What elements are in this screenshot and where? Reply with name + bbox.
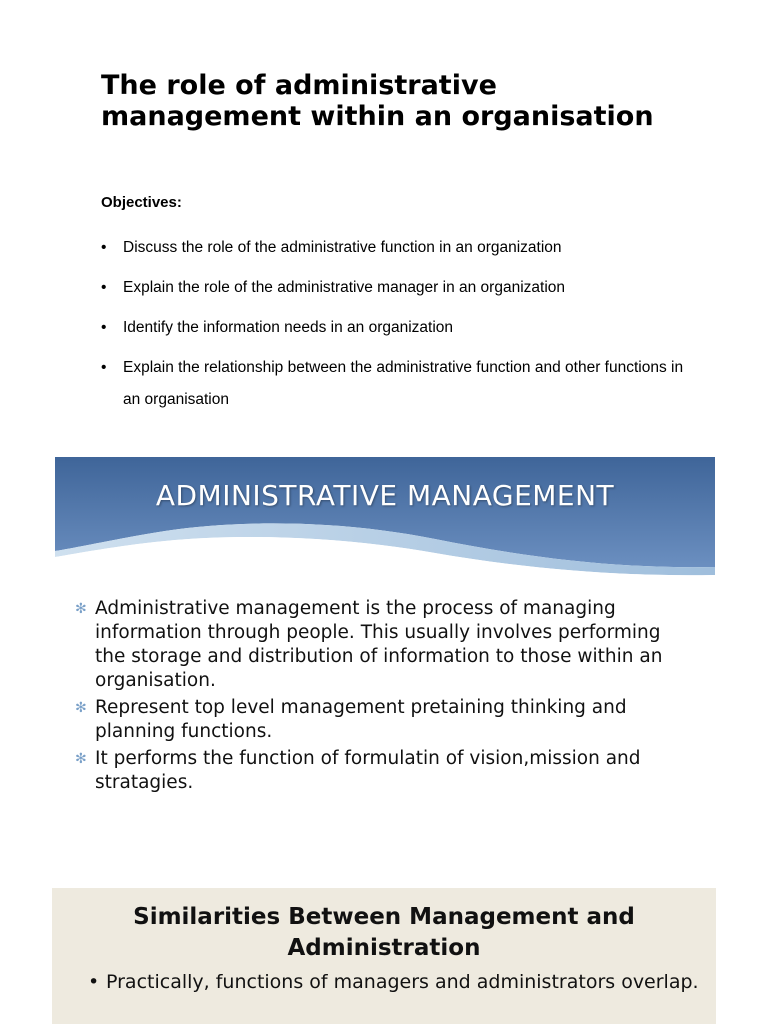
slide-bullet-item [88,970,710,994]
slide-bullet-text: Practically, functions of managers and administrators overlap. [106,971,699,993]
slide-administrative-management [55,457,715,817]
objectives-label: Objectives: [101,194,182,211]
objective-item: • Explain the relationship between the administrative function and other functions in an organisation [101,352,701,416]
slide-header-banner [55,457,715,582]
slide-bullet-item [75,597,695,693]
asterisk-bullet-icon: ✻ [75,601,87,617]
objective-item: • Discuss the role of the administrative function in an organization [101,232,701,264]
slide-bullet-text: It performs the function of formulatin of vision,mission and stratagies. [95,748,641,793]
slide-bullet-text: Represent top level management pretaining thinking and planning functions. [95,697,627,742]
bullet-dot-icon: • [88,971,100,993]
document-title: The role of administrative management within an organisation [101,70,654,132]
objectives-list [101,232,701,416]
slide-title: ADMINISTRATIVE MANAGEMENT [155,479,615,512]
slide-bullet-item [75,747,695,795]
slide-similarities [52,888,716,1024]
wave-banner-graphic [55,457,715,582]
objective-item: • Explain the role of the administrative manager in an organization [101,272,701,304]
slide-title: Similarities Between Management and Administration [133,904,635,961]
slide-bullet-list [75,597,695,798]
asterisk-bullet-icon: ✻ [75,700,87,716]
slide-bullet-item [75,696,695,744]
slide-bullet-text: Administrative management is the process of managing information through people. This usually involves performing the storage and distribution of information to those within an organisation. [95,598,663,691]
objective-item: • Identify the information needs in an organization [101,312,701,344]
asterisk-bullet-icon: ✻ [75,751,87,767]
